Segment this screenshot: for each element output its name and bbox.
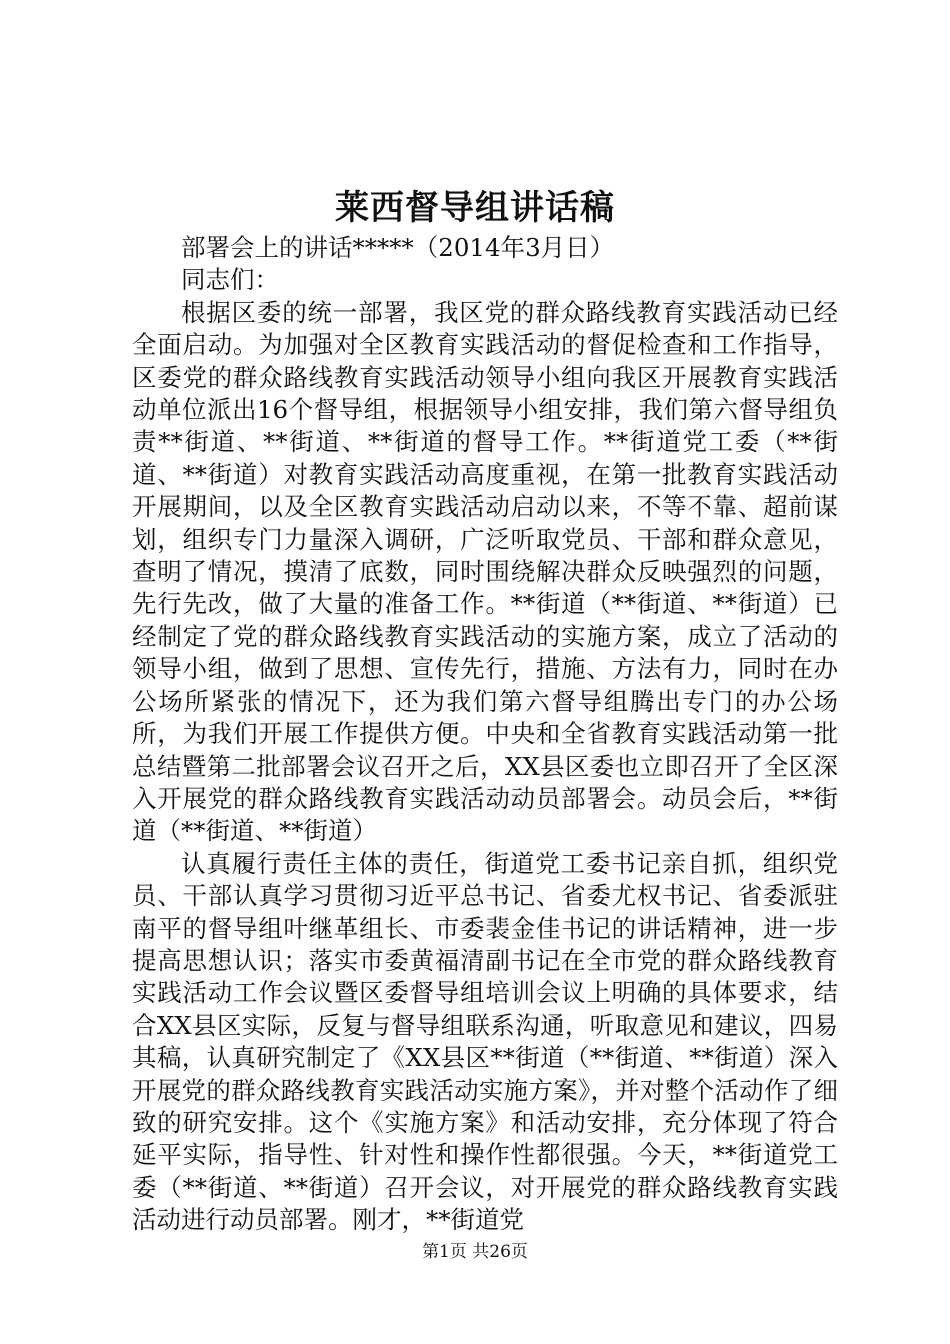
body-paragraph: 认真履行责任主体的责任，街道党工委书记亲自抓，组织党员、干部认真学习贯彻习近平总书记、省委尤权书记、省委派驻南平的督导组叶继革组长、市委裴金佳书记的讲话精神，进一步提高思想认识；落实市委黄福清副书记在全市党的群众路线教育实践活动工作会议暨区委督导组培训会议上明确的具体要求，结合XX县区实际，反复与督导组联系沟通，听取意见和建议，四易其稿，认真研究制定了《XX县区**街道（**街道、**街道）深入开展党的群众路线教育实践活动实施方案》，并对整个活动作了细致的研究安排。这个《实施方案》和活动安排，充分体现了符合延平实际，指导性、针对性和操作性都很强。今天，**街道党工委（**街道、**街道）召开会议，对开展党的群众路线教育实践活动进行动员部署。刚才，**街道党 [132, 848, 838, 1235]
body-paragraph: 根据区委的统一部署，我区党的群众路线教育实践活动已经全面启动。为加强对全区教育实践活动的督促检查和工作指导，区委党的群众路线教育实践活动领导小组向我区开展教育实践活动单位派出16个督导组，根据领导小组安排，我们第六督导组负责**街道、**街道、**街道的督导工作。**街道党工委（**街道、**街道）对教育实践活动高度重视，在第一批教育实践活动开展期间，以及全区教育实践活动启动以来，不等不靠、超前谋划，组织专门力量深入调研，广泛听取党员、干部和群众意见，查明了情况，摸清了底数，同时围绕解决群众反映强烈的问题，先行先改，做了大量的准备工作。**街道（**街道、**街道）已经制定了党的群众路线教育实践活动的实施方案，成立了活动的领导小组，做到了思想、宣传先行，措施、方法有力，同时在办公场所紧张的情况下，还为我们第六督导组腾出专门的办公场所，为我们开展工作提供方便。中央和全省教育实践活动第一批总结暨第二批部署会议召开之后，XX县区委也立即召开了全区深入开展党的群众路线教育实践活动动员部署会。动员会后，**街道（**街道、**街道） [132, 297, 838, 846]
salutation: 同志们： [181, 265, 279, 295]
page-footer: 第1页 共26页 [422, 1242, 528, 1262]
document-title: 莱西督导组讲话稿 [335, 188, 615, 228]
speech-subtitle: 部署会上的讲话*****（2014年3月日） [181, 233, 615, 262]
document-body [132, 232, 838, 1237]
